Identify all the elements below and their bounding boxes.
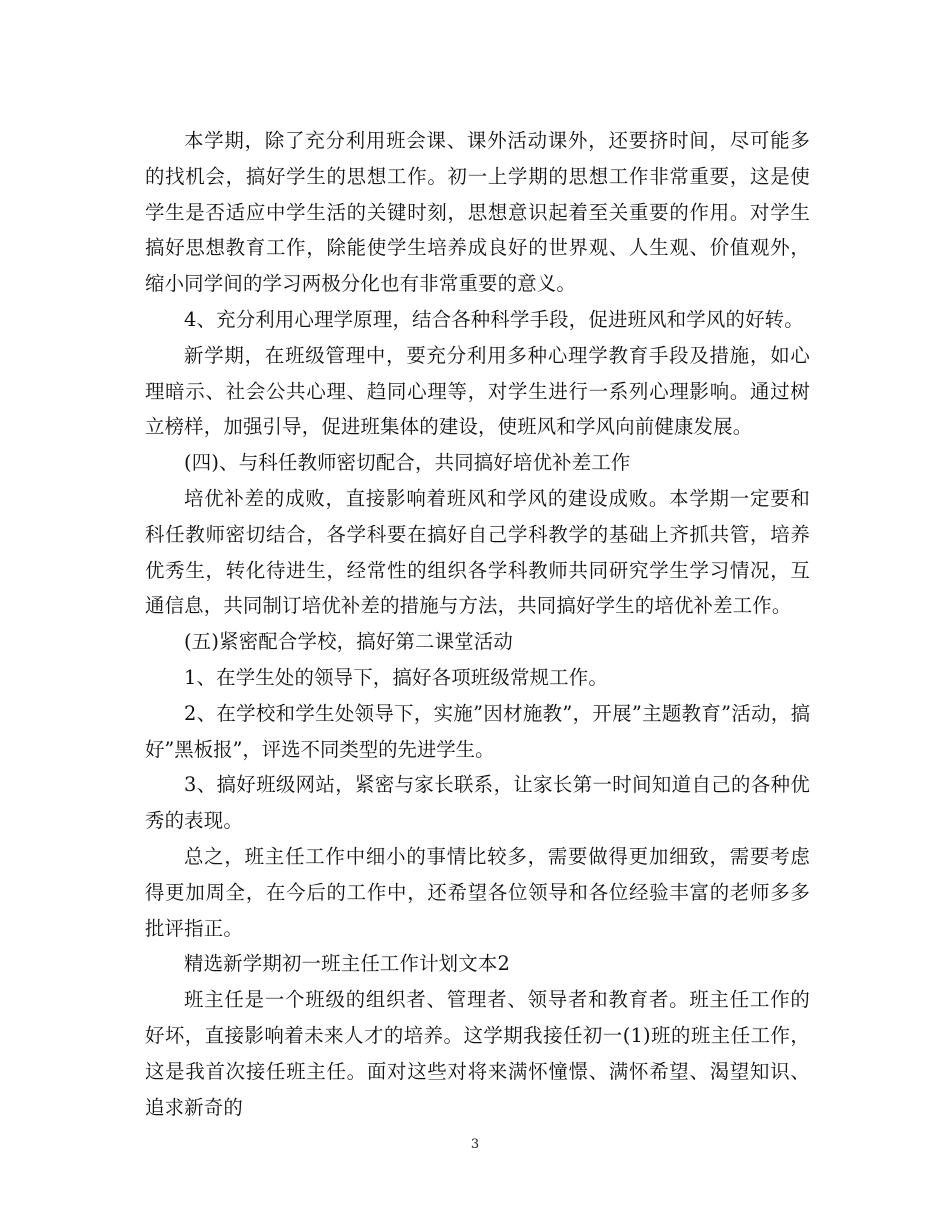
document-subtitle: 精选新学期初一班主任工作计划文本2 [184,952,510,976]
list-item-1: 1、在学生处的领导下，搞好各项班级常规工作。 [184,665,608,689]
paragraph-psychology-means: 新学期，在班级管理中，要充分利用多种心理学教育手段及措施，如心理暗示、社会公共心理、趋同心理等，对学生进行一系列心理影响。通过树立榜样，加强引导，促进班集体的建设，使班风和学风向前健康发展。 [145,343,810,439]
document-body [145,123,810,1125]
paragraph-tutoring: 培优补差的成败，直接影响着班风和学风的建设成败。本学期一定要和科任教师密切结合，各学科要在搞好自己学科教学的基础上齐抓共管，培养优秀生，转化待进生，经常性的组织各学科教师共同研究学生学习情况，互通信息，共同制订培优补差的措施与方法，共同搞好学生的培优补差工作。 [145,486,810,618]
paragraph-conclusion: 总之，班主任工作中细小的事情比较多，需要做得更加细致，需要考虑得更加周全，在今后的工作中，还希望各位领导和各位经验丰富的老师多多批评指正。 [145,844,810,940]
section-heading-5: (五)紧密配合学校，搞好第二课堂活动 [184,630,513,654]
paragraph-psychology-heading: 4、充分利用心理学原理，结合各种科学手段，促进班风和学风的好转。 [184,307,804,331]
list-item-2: 2、在学校和学生处领导下，实施”因材施教”，开展”主题教育”活动，搞好”黑板报”，评选不同类型的先进学生。 [145,701,810,761]
page-number: 3 [470,1137,480,1152]
paragraph-thought-work: 本学期，除了充分利用班会课、课外活动课外，还要挤时间，尽可能多的找机会，搞好学生的思想工作。初一上学期的思想工作非常重要，这是使学生是否适应中学生活的关键时刻，思想意识起着至关重要的作用。对学生搞好思想教育工作，除能使学生培养成良好的世界观、人生观、价值观外，缩小同学间的学习两极分化也有非常重要的意义。 [145,129,810,296]
paragraph-introduction: 班主任是一个班级的组织者、管理者、领导者和教育者。班主任工作的好坏，直接影响着未来人才的培养。这学期我接任初一(1)班的班主任工作，这是我首次接任班主任。面对这些对将来满怀憧憬、满怀希望、渴望知识、追求新奇的 [145,988,810,1119]
section-heading-4: (四)、与科任教师密切配合，共同搞好培优补差工作 [184,451,631,475]
list-item-3: 3、搞好班级网站，紧密与家长联系，让家长第一时间知道自己的各种优秀的表现。 [145,773,810,833]
